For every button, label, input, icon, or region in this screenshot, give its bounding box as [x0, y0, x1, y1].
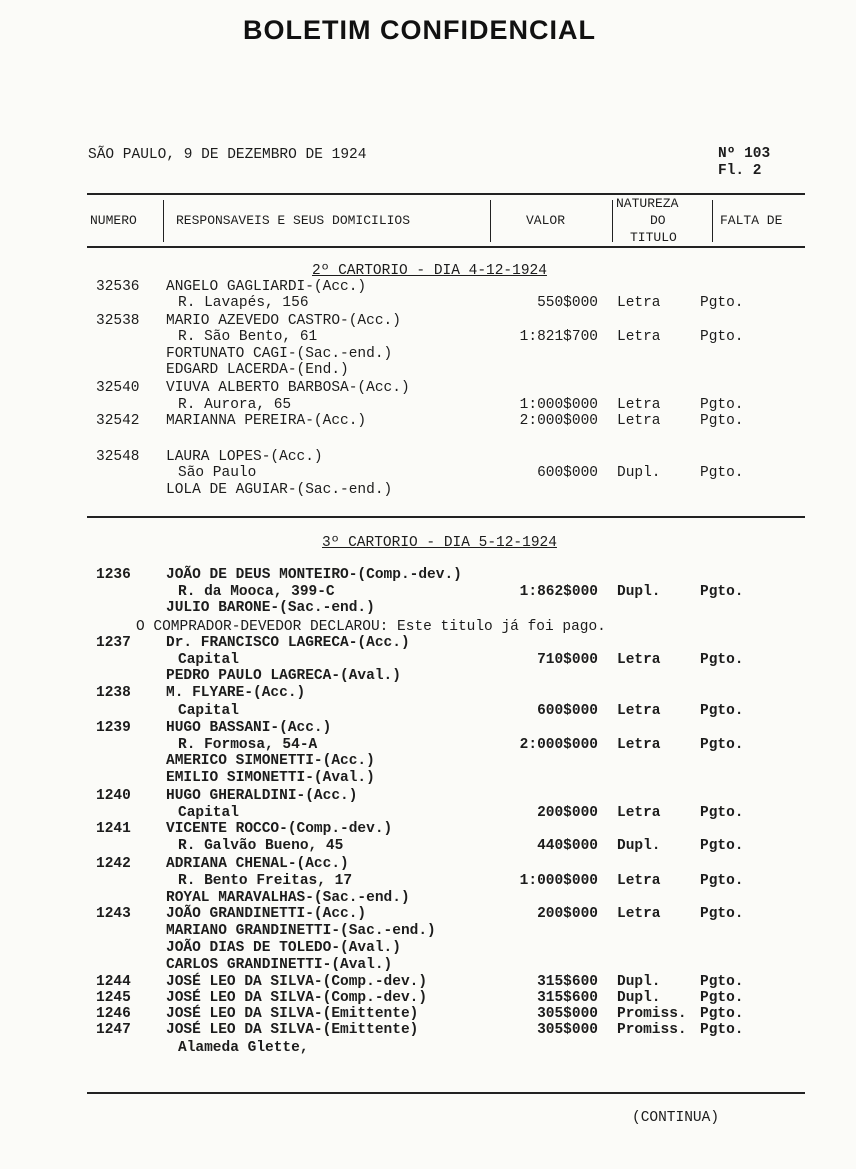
entry-number: 1241 [96, 821, 131, 837]
entry-falta: Pgto. [700, 838, 744, 854]
entry-valor: 550$000 [537, 295, 598, 311]
header-falta-de: FALTA DE [720, 213, 783, 228]
entry-falta: Pgto. [700, 974, 744, 990]
header-titulo: TITULO [630, 230, 677, 245]
entry-valor: 2:000$000 [519, 413, 598, 429]
entry-text: JOSÉ LEO DA SILVA-(Emittente) [166, 1022, 419, 1038]
header-valor: VALOR [526, 213, 566, 228]
entry-natureza: Promiss. [617, 1022, 687, 1038]
entry-natureza: Letra [617, 873, 661, 889]
entry-text: AMERICO SIMONETTI-(Acc.) [166, 753, 375, 769]
entry-falta: Pgto. [700, 990, 744, 1006]
entry-natureza: Dupl. [617, 465, 661, 481]
entry-text: VIUVA ALBERTO BARBOSA-(Acc.) [166, 380, 410, 396]
entry-number: 32540 [96, 380, 140, 396]
entry-text: LAURA LOPES-(Acc.) [166, 449, 323, 465]
entry-text: EDGARD LACERDA-(End.) [166, 362, 349, 378]
entry-text: JOÃO DE DEUS MONTEIRO-(Comp.-dev.) [166, 567, 462, 583]
entry-natureza: Letra [617, 413, 661, 429]
entry-valor: 1:862$000 [519, 584, 598, 600]
entry-number: 1244 [96, 974, 131, 990]
entry-text: R. Lavapés, 156 [178, 295, 309, 311]
entry-valor: 315$600 [537, 990, 598, 1006]
entry-falta: Pgto. [700, 397, 744, 413]
entry-natureza: Letra [617, 703, 661, 719]
entry-natureza: Dupl. [617, 974, 661, 990]
entry-number: 32538 [96, 313, 140, 329]
entry-text: CARLOS GRANDINETTI-(Aval.) [166, 957, 393, 973]
entry-text: PEDRO PAULO LAGRECA-(Aval.) [166, 668, 401, 684]
entry-number: 1246 [96, 1006, 131, 1022]
entry-text: FORTUNATO CAGI-(Sac.-end.) [166, 346, 393, 362]
header-natureza: NATUREZA [616, 196, 679, 211]
entry-number: 1237 [96, 635, 131, 651]
entry-valor: 315$600 [537, 974, 598, 990]
entry-falta: Pgto. [700, 906, 744, 922]
entry-natureza: Letra [617, 397, 661, 413]
entry-natureza: Dupl. [617, 584, 661, 600]
entry-natureza: Letra [617, 652, 661, 668]
bulletin-number: Nº 103 [718, 146, 771, 162]
entry-number: 32548 [96, 449, 140, 465]
entry-text: São Paulo [178, 465, 257, 481]
section-divider [87, 516, 805, 518]
entry-falta: Pgto. [700, 465, 744, 481]
entry-text: JOSÉ LEO DA SILVA-(Comp.-dev.) [166, 990, 428, 1006]
header-col-divider [490, 200, 491, 242]
entry-text: JOÃO GRANDINETTI-(Acc.) [166, 906, 367, 922]
header-col-divider [712, 200, 713, 242]
entry-valor: 305$000 [537, 1006, 598, 1022]
header-col-divider [163, 200, 164, 242]
entry-falta: Pgto. [700, 295, 744, 311]
entry-text: JOSÉ LEO DA SILVA-(Emittente) [166, 1006, 419, 1022]
entry-text: HUGO GHERALDINI-(Acc.) [166, 788, 358, 804]
entry-text: ANGELO GAGLIARDI-(Acc.) [166, 279, 367, 295]
entry-text: MARIANNA PEREIRA-(Acc.) [166, 413, 367, 429]
entry-falta: Pgto. [700, 652, 744, 668]
entry-text: Capital [178, 652, 239, 668]
entry-valor: 600$000 [537, 465, 598, 481]
entry-natureza: Letra [617, 737, 661, 753]
entry-natureza: Dupl. [617, 838, 661, 854]
entry-number: 1239 [96, 720, 131, 736]
header-numero: NUMERO [90, 213, 137, 228]
entry-valor: 305$000 [537, 1022, 598, 1038]
entry-text: MARIO AZEVEDO CASTRO-(Acc.) [166, 313, 401, 329]
entry-natureza: Promiss. [617, 1006, 687, 1022]
entry-falta: Pgto. [700, 1006, 744, 1022]
entry-text: EMILIO SIMONETTI-(Aval.) [166, 770, 375, 786]
entry-text: Capital [178, 703, 239, 719]
entry-falta: Pgto. [700, 703, 744, 719]
entry-text: R. Formosa, 54-A [178, 737, 318, 753]
payment-note: O COMPRADOR-DEVEDOR DECLAROU: Este titulo já foi pago. [136, 619, 606, 635]
entry-falta: Pgto. [700, 329, 744, 345]
entry-number: 32542 [96, 413, 140, 429]
entry-valor: 600$000 [537, 703, 598, 719]
entry-text: R. São Bento, 61 [178, 329, 318, 345]
entry-text: R. da Mooca, 399-C [178, 584, 335, 600]
entry-valor: 1:821$700 [519, 329, 598, 345]
entry-natureza: Letra [617, 295, 661, 311]
entry-text: R. Galvão Bueno, 45 [178, 838, 344, 854]
header-top-rule [87, 193, 805, 195]
entry-natureza: Letra [617, 329, 661, 345]
entry-text: VICENTE ROCCO-(Comp.-dev.) [166, 821, 393, 837]
entry-valor: 1:000$000 [519, 873, 598, 889]
header-bottom-rule [87, 246, 805, 248]
entry-text: Capital [178, 805, 239, 821]
entry-text: LOLA DE AGUIAR-(Sac.-end.) [166, 482, 393, 498]
entry-valor: 440$000 [537, 838, 598, 854]
entry-falta: Pgto. [700, 1022, 744, 1038]
entry-text: JOÃO DIAS DE TOLEDO-(Aval.) [166, 940, 401, 956]
cartorio-2-heading: 2º CARTORIO - DIA 4-12-1924 [312, 263, 547, 279]
entry-valor: 1:000$000 [519, 397, 598, 413]
entry-natureza: Letra [617, 906, 661, 922]
header-responsaveis: RESPONSAVEIS E SEUS DOMICILIOS [176, 213, 411, 228]
entry-falta: Pgto. [700, 413, 744, 429]
folio-number: Fl. 2 [718, 163, 762, 179]
entry-natureza: Dupl. [617, 990, 661, 1006]
entry-text: ADRIANA CHENAL-(Acc.) [166, 856, 349, 872]
entry-text: JOSÉ LEO DA SILVA-(Comp.-dev.) [166, 974, 428, 990]
header-col-divider [612, 200, 613, 242]
entry-text: HUGO BASSANI-(Acc.) [166, 720, 332, 736]
entry-text: ROYAL MARAVALHAS-(Sac.-end.) [166, 890, 410, 906]
entry-text: Alameda Glette, [178, 1040, 309, 1056]
entry-valor: 200$000 [537, 805, 598, 821]
continua-label: (CONTINUA) [632, 1110, 720, 1126]
entry-falta: Pgto. [700, 737, 744, 753]
entry-number: 1242 [96, 856, 131, 872]
footer-rule [87, 1092, 805, 1094]
entry-number: 1236 [96, 567, 131, 583]
entry-number: 1238 [96, 685, 131, 701]
entry-falta: Pgto. [700, 584, 744, 600]
document-title: BOLETIM CONFIDENCIAL [243, 15, 596, 45]
entry-valor: 2:000$000 [519, 737, 598, 753]
entry-text: M. FLYARE-(Acc.) [166, 685, 306, 701]
entry-text: MARIANO GRANDINETTI-(Sac.-end.) [166, 923, 436, 939]
entry-falta: Pgto. [700, 805, 744, 821]
entry-valor: 710$000 [537, 652, 598, 668]
place-date: SÃO PAULO, 9 DE DEZEMBRO DE 1924 [88, 147, 367, 163]
entry-number: 1247 [96, 1022, 131, 1038]
cartorio-3-heading: 3º CARTORIO - DIA 5-12-1924 [322, 535, 557, 551]
entry-natureza: Letra [617, 805, 661, 821]
entry-number: 1243 [96, 906, 131, 922]
header-do: DO [650, 213, 666, 228]
entry-number: 32536 [96, 279, 140, 295]
entry-text: Dr. FRANCISCO LAGRECA-(Acc.) [166, 635, 410, 651]
entry-valor: 200$000 [537, 906, 598, 922]
entry-number: 1240 [96, 788, 131, 804]
entry-text: JULIO BARONE-(Sac.-end.) [166, 600, 375, 616]
entry-falta: Pgto. [700, 873, 744, 889]
entry-text: R. Bento Freitas, 17 [178, 873, 353, 889]
entry-text: R. Aurora, 65 [178, 397, 292, 413]
entry-number: 1245 [96, 990, 131, 1006]
